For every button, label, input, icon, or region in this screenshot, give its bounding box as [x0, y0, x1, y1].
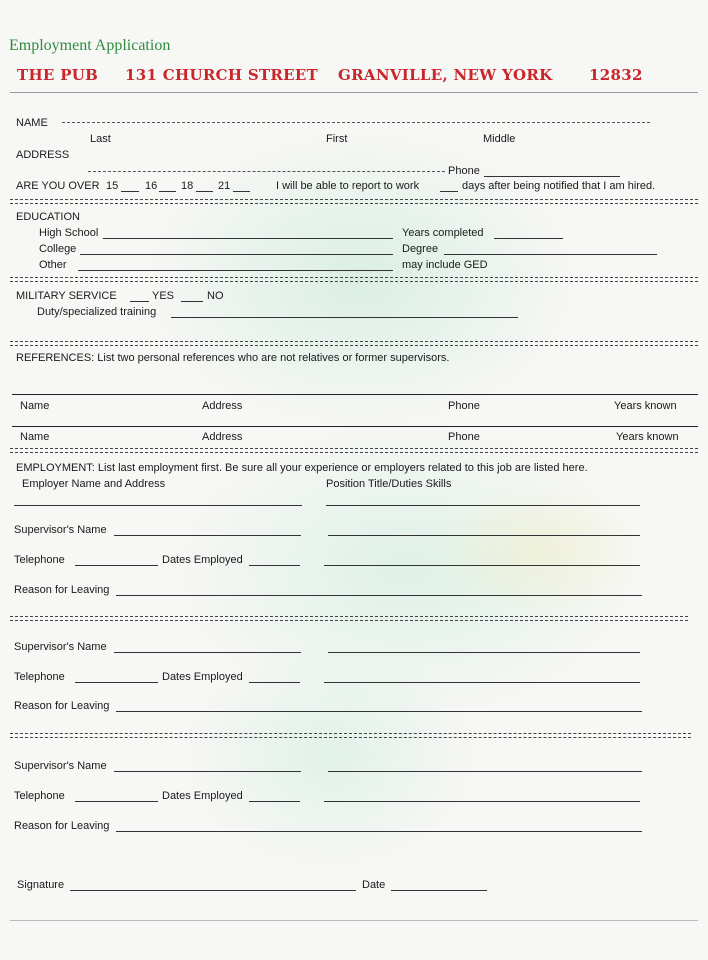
signature-field[interactable]: [70, 890, 356, 891]
military-no-label: NO: [207, 290, 224, 302]
address-field[interactable]: [88, 171, 445, 172]
name-field[interactable]: [62, 122, 650, 123]
telephone-2-field[interactable]: [75, 682, 158, 683]
telephone-3-field[interactable]: [75, 801, 158, 802]
zip-code: 12832: [589, 66, 643, 84]
supervisor-2-field[interactable]: [114, 652, 301, 653]
position-1-field[interactable]: [326, 505, 640, 506]
report-days-blank[interactable]: [440, 191, 458, 192]
header-divider: [10, 92, 698, 93]
other-education-field[interactable]: [78, 270, 393, 271]
age-21-blank[interactable]: [233, 191, 250, 192]
reason-1-label: Reason for Leaving: [14, 584, 110, 596]
reference-2-address-label: Address: [202, 431, 243, 443]
signature-label: Signature: [17, 879, 65, 891]
supervisor-1-field[interactable]: [114, 535, 301, 536]
reason-1-field[interactable]: [116, 595, 642, 596]
duty-field[interactable]: [171, 317, 518, 318]
education-heading: EDUCATION: [16, 211, 80, 223]
supervisor-2-label: Supervisor's Name: [14, 641, 107, 653]
reason-3-label: Reason for Leaving: [14, 820, 110, 832]
position-2-line-2[interactable]: [324, 682, 640, 683]
supervisor-3-field[interactable]: [114, 771, 301, 772]
reference-1-name-label: Name: [20, 400, 50, 412]
position-3-line-2[interactable]: [324, 801, 640, 802]
employer-divider: [10, 733, 691, 738]
reason-3-field[interactable]: [116, 831, 642, 832]
first-label: First: [326, 133, 348, 145]
dates-3-field[interactable]: [249, 801, 300, 802]
middle-label: Middle: [483, 133, 516, 145]
dates-3-label: Dates Employed: [162, 790, 243, 802]
age-18-blank[interactable]: [196, 191, 213, 192]
report-prefix: I will be able to report to work: [276, 180, 420, 192]
phone-label: Phone: [448, 165, 480, 177]
section-divider: [10, 199, 698, 204]
college-field[interactable]: [80, 254, 393, 255]
reference-1-address-label: Address: [202, 400, 243, 412]
military-yes-blank[interactable]: [130, 301, 149, 302]
age-18-label: 18: [181, 180, 194, 192]
reason-2-label: Reason for Leaving: [14, 700, 110, 712]
years-completed-label: Years completed: [402, 227, 484, 239]
name-label: NAME: [16, 117, 48, 129]
form-title: Employment Application: [9, 37, 171, 54]
section-divider: [10, 448, 698, 453]
military-yes-label: YES: [152, 290, 175, 302]
reference-2-name-label: Name: [20, 431, 50, 443]
reference-2-line[interactable]: [12, 426, 698, 427]
degree-label: Degree: [402, 243, 439, 255]
age-15-blank[interactable]: [121, 191, 139, 192]
age-16-label: 16: [145, 180, 158, 192]
age-16-blank[interactable]: [159, 191, 176, 192]
phone-field[interactable]: [484, 176, 620, 177]
high-school-field[interactable]: [103, 238, 393, 239]
telephone-1-field[interactable]: [75, 565, 158, 566]
street-address: 131 CHURCH STREET: [125, 66, 319, 84]
dates-1-field[interactable]: [249, 565, 300, 566]
reference-1-years-label: Years known: [614, 400, 677, 412]
reference-1-phone-label: Phone: [448, 400, 480, 412]
last-label: Last: [90, 133, 111, 145]
college-label: College: [39, 243, 77, 255]
reference-1-line[interactable]: [12, 394, 698, 395]
ged-note: may include GED: [402, 259, 488, 271]
position-column-label: Position Title/Duties Skills: [326, 478, 452, 490]
footer-divider: [10, 920, 698, 921]
position-1-line-3[interactable]: [324, 565, 640, 566]
section-divider: [10, 277, 698, 282]
date-field[interactable]: [391, 890, 487, 891]
position-2-field[interactable]: [328, 652, 640, 653]
degree-field[interactable]: [444, 254, 657, 255]
reference-2-phone-label: Phone: [448, 431, 480, 443]
military-label: MILITARY SERVICE: [16, 290, 117, 302]
employer-divider: [10, 616, 688, 621]
date-label: Date: [362, 879, 386, 891]
duty-label: Duty/specialized training: [37, 306, 157, 318]
city-state: GRANVILLE, NEW YORK: [338, 66, 553, 84]
telephone-1-label: Telephone: [14, 554, 65, 566]
employer-column-label: Employer Name and Address: [22, 478, 166, 490]
military-no-blank[interactable]: [181, 301, 203, 302]
telephone-3-label: Telephone: [14, 790, 65, 802]
employment-heading: EMPLOYMENT: List last employment first. Be sure all your experience or employers related to this job are listed here.: [16, 462, 588, 474]
section-divider: [10, 341, 698, 346]
position-1-line-2[interactable]: [328, 535, 640, 536]
reason-2-field[interactable]: [116, 711, 642, 712]
telephone-2-label: Telephone: [14, 671, 65, 683]
dates-1-label: Dates Employed: [162, 554, 243, 566]
watermark-shape: [430, 480, 650, 620]
other-label: Other: [39, 259, 67, 271]
age-15-label: 15: [106, 180, 119, 192]
years-completed-field[interactable]: [494, 238, 563, 239]
report-suffix: days after being notified that I am hired.: [462, 180, 656, 192]
business-name: THE PUB: [17, 66, 99, 84]
position-3-field[interactable]: [328, 771, 642, 772]
address-label: ADDRESS: [16, 149, 70, 161]
age-question-label: ARE YOU OVER: [16, 180, 100, 192]
age-21-label: 21: [218, 180, 231, 192]
dates-2-field[interactable]: [249, 682, 300, 683]
employer-1-field[interactable]: [14, 505, 302, 506]
high-school-label: High School: [39, 227, 99, 239]
references-heading: REFERENCES: List two personal references who are not relatives or former supervisors.: [16, 352, 450, 364]
supervisor-1-label: Supervisor's Name: [14, 524, 107, 536]
reference-2-years-label: Years known: [616, 431, 679, 443]
supervisor-3-label: Supervisor's Name: [14, 760, 107, 772]
dates-2-label: Dates Employed: [162, 671, 243, 683]
